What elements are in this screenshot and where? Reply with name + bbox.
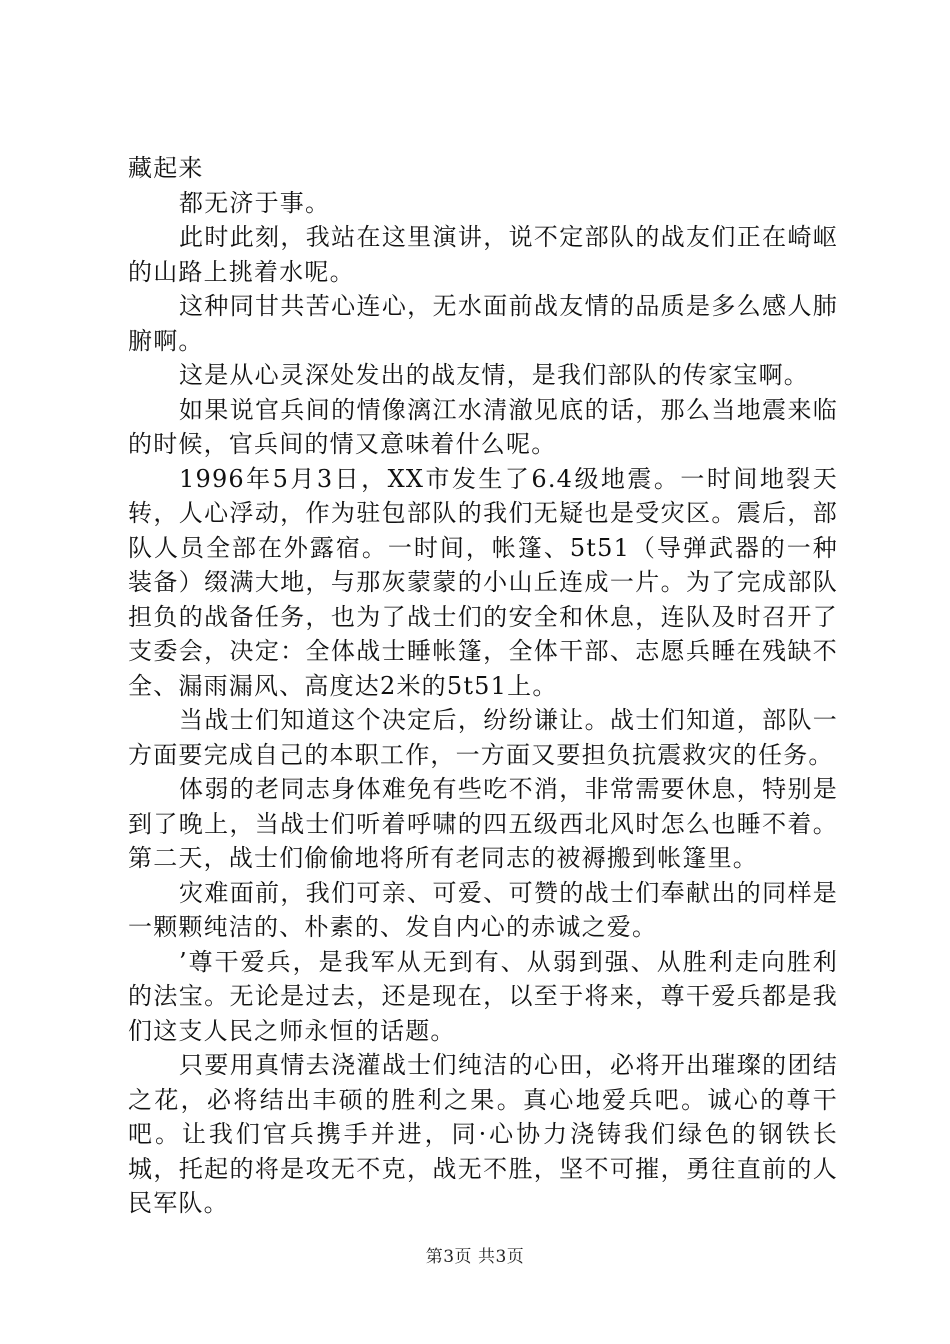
paragraph-4: 这种同甘共苦心连心，无水面前战友情的品质是多么感人肺腑啊。 xyxy=(128,292,838,355)
paragraph-3: 此时此刻，我站在这里演讲，说不定部队的战友们正在崎岖的山路上挑着水呢。 xyxy=(128,223,838,286)
paragraph-6: 如果说官兵间的情像漓江水清澈见底的话，那么当地震来临的时候，官兵间的情又意味着什么呢。 xyxy=(128,395,838,458)
paragraph-8: 当战士们知道这个决定后，纷纷谦让。战士们知道，部队一方面要完成自己的本职工作，一方面又要担负抗震救灾的任务。 xyxy=(128,706,838,769)
paragraph-2: 都无济于事。 xyxy=(179,188,331,217)
paragraph-1: 藏起来 xyxy=(128,154,204,182)
document-body xyxy=(128,151,838,1221)
page-number-footer: 第3页 共3页 xyxy=(425,1247,525,1267)
paragraph-10: 灾难面前，我们可亲、可爱、可赞的战士们奉献出的同样是一颗颗纯洁的、朴素的、发自内心的赤诚之爱。 xyxy=(128,878,838,941)
paragraph-5: 这是从心灵深处发出的战友情，是我们部队的传家宝啊。 xyxy=(179,361,809,389)
paragraph-12: 只要用真情去浇灌战士们纯洁的心田，必将开出璀璨的团结之花，必将结出丰硕的胜利之果。真心地爱兵吧。诚心的尊干吧。让我们官兵携手并进，同·心协力浇铸我们绿色的钢铁长城，托起的将是攻无不克，战无不胜，坚不可摧，勇往直前的人民军队。 xyxy=(128,1051,838,1217)
paragraph-11: ’尊干爱兵，是我军从无到有、从弱到强、从胜利走向胜利的法宝。无论是过去，还是现在，以至于将来，尊干爱兵都是我们这支人民之师永恒的话题。 xyxy=(128,947,838,1045)
paragraph-7: 1996年5月3日，XX市发生了6.4级地震。一时间地裂天转，人心浮动，作为驻包部队的我们无疑也是受灾区。震后，部队人员全部在外露宿。一时间，帐篷、5t51（导弹武器的一种装备）缀满大地，与那灰蒙蒙的小山丘连成一片。为了完成部队担负的战备任务，也为了战士们的安全和休息，连队及时召开了支委会，决定：全体战士睡帐篷，全体干部、志愿兵睡在残缺不全、漏雨漏风、高度达2米的5t51上。 xyxy=(128,464,838,700)
paragraph-9: 体弱的老同志身体难免有些吃不消，非常需要休息，特别是到了晚上，当战士们听着呼啸的四五级西北风时怎么也睡不着。第二天，战士们偷偷地将所有老同志的被褥搬到帐篷里。 xyxy=(128,775,838,872)
